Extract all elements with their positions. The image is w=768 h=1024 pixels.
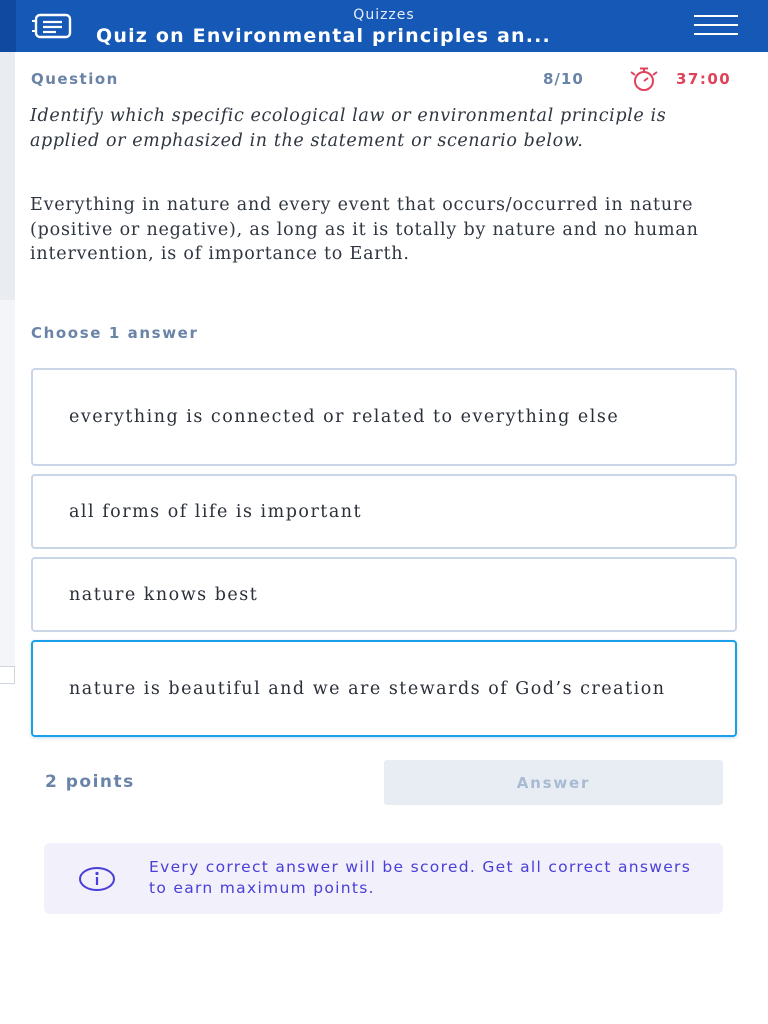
hamburger-menu-icon[interactable]: [694, 15, 738, 39]
question-progress: 8/10: [543, 70, 584, 88]
answer-option-2[interactable]: [31, 474, 737, 549]
header-subtitle: Quizzes: [353, 7, 415, 23]
answer-option-1[interactable]: [31, 368, 737, 466]
side-panel-edge-lower: [0, 300, 15, 670]
answer-option-label: nature knows best: [69, 584, 259, 605]
answer-button[interactable]: Answer: [384, 760, 723, 805]
answer-option-label: all forms of life is important: [69, 501, 363, 522]
points-value: 2 points: [45, 772, 135, 792]
side-panel-edge: [0, 52, 15, 300]
timer-value: 37:00: [676, 70, 732, 88]
choose-answer-label: Choose 1 answer: [31, 324, 199, 342]
question-statement: Everything in nature and every event that occurs/occurred in nature (positive or negative), as long as it is totally by nature and no human intervention, is of importance to Earth.: [30, 195, 699, 264]
answer-option-label: nature is beautiful and we are stewards of God’s creation: [69, 678, 666, 699]
answer-option-label: everything is connected or related to everything else: [69, 407, 620, 427]
quiz-title: Quiz on Environmental principles an...: [96, 25, 551, 47]
question-label: Question: [31, 70, 119, 88]
info-icon: [78, 866, 116, 892]
side-panel-handle[interactable]: [0, 666, 15, 684]
info-message: Every correct answer will be scored. Get all correct answers to earn maximum points.: [149, 858, 692, 897]
stopwatch-icon: [627, 66, 661, 92]
answer-option-3[interactable]: [31, 557, 737, 632]
question-instruction: Identify which specific ecological law or environmental principle is applied or emphasized in the statement or scenario below.: [30, 106, 667, 151]
answer-option-4-selected[interactable]: [31, 640, 737, 737]
info-box: [44, 843, 723, 914]
top-bar: [0, 0, 768, 52]
